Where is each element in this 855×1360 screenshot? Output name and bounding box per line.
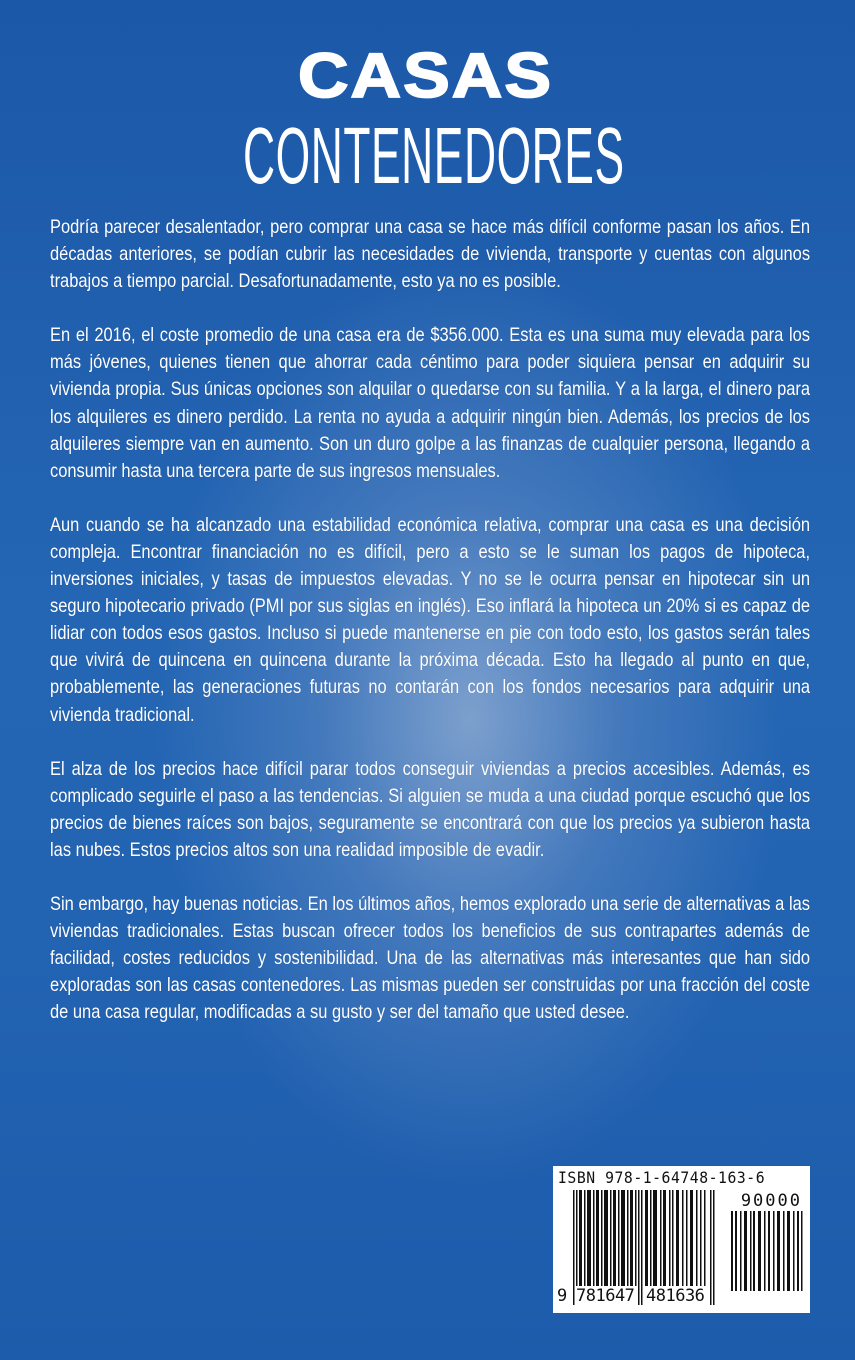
price-addon-bars-icon	[731, 1211, 803, 1291]
blurb-paragraph-2	[50, 322, 810, 485]
paragraph-text: En el 2016, el coste promedio de una casa era de $356.000. Esta es una suma muy elevada para los más jóvenes, quienes tienen que ahorrar cada céntimo para poder siquiera pensar en adquirir su vivienda propia. Sus únicas opciones son alquilar o quedarse con su familia. Y a la larga, el dinero para los alquileres es dinero perdido. La renta no ayuda a adquirir ningún bien. Además, los precios de los alquileres siempre van en aumento. Son un duro golpe a las finanzas de cualquier persona, llegando a consumir hasta una tercera parte de sus ingresos mensuales.	[50, 324, 811, 482]
isbn-label: ISBN 978-1-64748-163-6	[558, 1168, 766, 1187]
blurb-paragraph-1	[50, 214, 810, 295]
paragraph-text: Aun cuando se ha alcanzado una estabilidad económica relativa, comprar una casa es una decisión compleja. Encontrar financiación no es difícil, pero a esto se le suman los pagos de hipoteca, inversiones iniciales, y tasas de impuestos elevadas. Y no se le ocurra pensar en hipotecar sin un seguro hipotecario privado (PMI por sus siglas en inglés). Eso inflará la hipoteca un 20% si es capaz de lidiar con todos esos gastos. Incluso si puede mantenerse en pie con todo esto, los gastos serán tales que vivirá de quincena en quincena durante la próxima década. Esto ha llegado al punto en que, probablemente, las generaciones futuras no contarán con los fondos necesarios para adquirir una vivienda tradicional.	[50, 513, 811, 726]
ean-right-digits: 481636	[646, 1286, 705, 1306]
blurb-paragraph-4	[50, 756, 810, 864]
paragraph-text: Podría parecer desalentador, pero comprar una casa se hace más difícil conforme pasan los años. En décadas anteriores, se podían cubrir las necesidades de vivienda, transporte y cuentas con algunos trabajos a tiempo parcial. Desafortunadamente, esto ya no es posible.	[50, 216, 811, 293]
ean-left-digits: 781647	[576, 1286, 635, 1306]
price-addon-digits: 90000	[740, 1191, 802, 1211]
title-line-2-wrapper	[0, 111, 855, 200]
title-line-2: CONTENEDORES	[242, 111, 625, 200]
paragraph-text: El alza de los precios hace difícil parar todos conseguir viviendas a precios accesibles. Además, es complicado seguirle el paso a las tendencias. Si alguien se muda a una ciudad porque escuchó que los precios de bienes raíces son bajos, seguramente se encontrará con que los precios ya subieron hasta las nubes. Estos precios altos son una realidad imposible de evadir.	[50, 757, 811, 861]
paragraph-text: Sin embargo, hay buenas noticias. En los últimos años, hemos explorado una serie de alternativas a las viviendas tradicionales. Estas buscan ofrecer todos los beneficios de sus contrapartes además de facilidad, costes reducidos y sostenibilidad. Una de las alternativas más interesantes que han sido exploradas son las casas contenedores. Las mismas pueden ser construidas por una fracción del coste de una casa regular, modificadas a su gusto y ser del tamaño que usted desee.	[50, 892, 811, 1024]
isbn-barcode	[553, 1166, 810, 1313]
blurb-paragraph-3	[50, 512, 810, 729]
blurb-paragraph-5	[50, 891, 810, 1026]
title-line-1: CASAS	[297, 40, 554, 111]
ean-first-digit: 9	[557, 1286, 568, 1306]
blurb-text	[50, 214, 810, 1053]
